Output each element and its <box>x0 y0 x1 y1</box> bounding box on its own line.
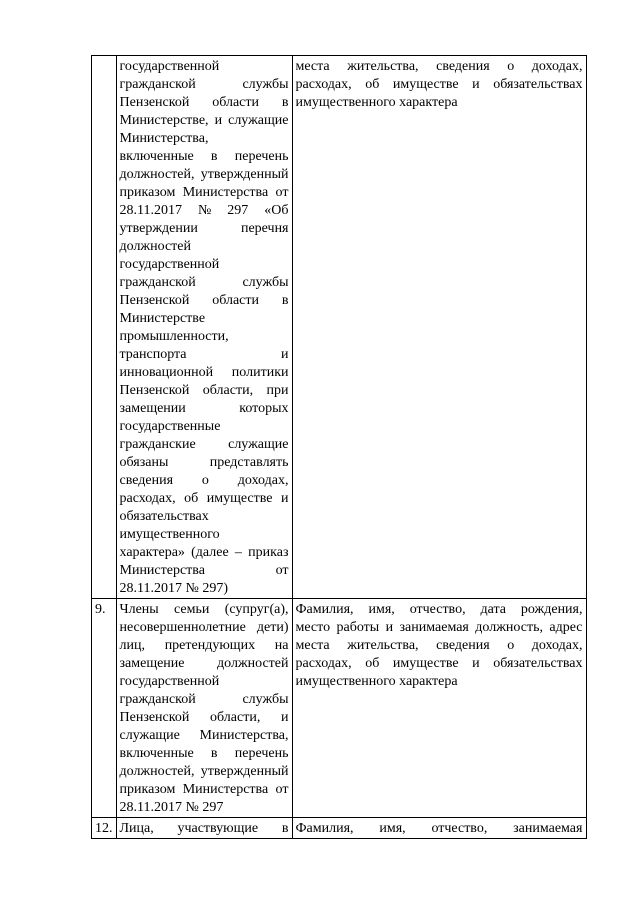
word: сведения <box>436 638 490 653</box>
word: места <box>295 638 330 653</box>
text-line <box>120 637 289 655</box>
word: об <box>365 77 380 92</box>
text-line <box>120 655 289 673</box>
word: «Об <box>264 203 289 218</box>
word: замещении <box>119 401 186 416</box>
text-line <box>120 454 289 472</box>
word: промышленности, <box>119 329 229 344</box>
word: перечня <box>240 221 289 236</box>
word: об <box>184 491 199 506</box>
word: гражданской <box>119 77 196 92</box>
text-line <box>120 580 289 598</box>
info-cell <box>292 818 586 839</box>
word: служащие <box>228 437 289 452</box>
word: и <box>214 113 223 128</box>
word: Министерства <box>119 563 205 578</box>
word: государственные <box>119 419 221 434</box>
word: 28.11.2017 № 297) <box>119 581 228 596</box>
word: доходах, <box>237 473 289 488</box>
word: должностей <box>119 239 191 254</box>
text-line <box>120 184 289 202</box>
word: утверждении <box>119 221 198 236</box>
word: замещение <box>119 656 185 671</box>
word: Министерстве <box>119 311 206 326</box>
word: расходах, <box>295 77 352 92</box>
word: о <box>507 59 515 74</box>
text-line <box>120 220 289 238</box>
text-line <box>120 763 289 781</box>
word: Пензенской <box>119 710 190 725</box>
word: Фамилия, <box>295 602 354 617</box>
word: области <box>212 95 260 110</box>
word: о <box>201 473 209 488</box>
text-line <box>296 94 583 112</box>
word: 28.11.2017 <box>119 203 182 218</box>
subject-cell <box>116 56 292 599</box>
text-line <box>120 673 289 691</box>
text-line <box>120 292 289 310</box>
word: – <box>234 545 242 560</box>
text-line <box>296 619 583 637</box>
word: (супруг(а), <box>224 602 289 617</box>
word: адрес <box>549 620 583 635</box>
word: перечень <box>234 746 289 761</box>
word: расходах, <box>119 491 176 506</box>
text-line <box>120 799 289 817</box>
word: работы <box>336 620 380 635</box>
text-line <box>120 691 289 709</box>
text-line <box>120 130 289 148</box>
word: имя, <box>379 821 406 836</box>
text-line <box>120 112 289 130</box>
word: сведения <box>436 59 490 74</box>
word: включенные <box>119 746 194 761</box>
word: сведения <box>119 473 174 488</box>
text-line <box>120 745 289 763</box>
text-line <box>120 619 289 637</box>
word: гражданской <box>119 692 196 707</box>
word: Пензенской <box>119 383 190 398</box>
word: государственной <box>119 674 220 689</box>
word: занимаемая <box>513 821 583 836</box>
word: Пензенской <box>119 293 190 308</box>
word: дата <box>480 602 506 617</box>
word: 28.11.2017 № 297 <box>119 800 224 815</box>
text-line <box>120 400 289 418</box>
word: доходах, <box>531 638 583 653</box>
text-line <box>120 202 289 220</box>
word: несовершеннолетние <box>119 620 246 635</box>
word: (далее <box>191 545 229 560</box>
word: включенные <box>119 149 194 164</box>
word: при <box>266 383 289 398</box>
word: и <box>280 710 289 725</box>
word: обязательствах <box>493 77 583 92</box>
text-line <box>120 418 289 436</box>
text-line <box>120 382 289 400</box>
text-line <box>120 526 289 544</box>
text-line <box>120 310 289 328</box>
word: расходах, <box>295 656 352 671</box>
word: Члены <box>119 602 159 617</box>
text-line <box>120 328 289 346</box>
word: и <box>281 347 289 362</box>
text-line <box>120 256 289 274</box>
text-line <box>120 58 289 76</box>
text-line <box>296 655 583 673</box>
word: жительства, <box>347 638 419 653</box>
word: инновационной <box>119 365 214 380</box>
text-line <box>120 148 289 166</box>
word: места <box>295 59 330 74</box>
word: обязаны <box>119 455 169 470</box>
text-line <box>120 781 289 799</box>
text-line <box>120 364 289 382</box>
word: Пензенской <box>119 95 190 110</box>
word: и <box>472 656 480 671</box>
subject-cell <box>116 599 292 818</box>
word: претендующих <box>164 638 256 653</box>
word: характера» <box>119 545 185 560</box>
text-line <box>120 94 289 112</box>
word: 297 <box>227 203 249 218</box>
word: на <box>274 638 289 653</box>
word: в <box>281 95 289 110</box>
text-line <box>120 508 289 526</box>
text-line <box>120 490 289 508</box>
word: отчество, <box>409 602 466 617</box>
word: служащие <box>228 113 289 128</box>
word: от <box>275 782 289 797</box>
word: в <box>210 746 218 761</box>
word: Министерства <box>182 185 269 200</box>
word: области <box>212 293 260 308</box>
word: обязательствах <box>119 509 209 524</box>
word: области, <box>202 383 254 398</box>
text-line <box>120 166 289 184</box>
word: политики <box>231 365 289 380</box>
word: службы <box>242 77 289 92</box>
word: приказ <box>248 545 289 560</box>
word: доходах, <box>531 59 583 74</box>
subject-cell <box>116 818 292 839</box>
text-line <box>120 346 289 364</box>
text-line <box>296 76 583 94</box>
word: № <box>197 203 212 218</box>
row-number: 9. <box>92 599 117 818</box>
info-cell <box>292 599 586 818</box>
word: Министерстве, <box>119 113 209 128</box>
word: рождения, <box>520 602 583 617</box>
word: Фамилия, <box>295 821 354 836</box>
word: семьи <box>174 602 210 617</box>
word: должностей, <box>119 167 195 182</box>
word: имуществе <box>392 77 459 92</box>
word: государственной <box>119 257 220 272</box>
word: Министерства, <box>199 728 289 743</box>
word: и <box>280 491 289 506</box>
word: должность, <box>475 620 543 635</box>
word: Лица, <box>119 821 154 836</box>
text-line <box>296 601 583 619</box>
document-table <box>91 55 587 839</box>
word: области, <box>210 710 261 725</box>
word: имуществе <box>392 656 459 671</box>
word: гражданские <box>119 437 196 452</box>
word: Министерства <box>182 782 269 797</box>
word: служащие <box>119 728 180 743</box>
text-line <box>120 436 289 454</box>
word: дети) <box>256 620 289 635</box>
word: Министерства, <box>119 131 209 146</box>
word: представлять <box>209 455 289 470</box>
word: которых <box>239 401 289 416</box>
text-line <box>296 673 583 691</box>
word: занимаемая <box>399 620 469 635</box>
word: перечень <box>234 149 289 164</box>
word: службы <box>242 692 289 707</box>
text-line <box>120 472 289 490</box>
text-line <box>120 544 289 562</box>
table-row <box>92 56 587 599</box>
word: имущественного <box>119 527 220 542</box>
word: должностей, <box>119 764 195 779</box>
word: утвержденный <box>200 764 289 779</box>
word: об <box>365 656 380 671</box>
text-line <box>120 820 289 838</box>
row-number <box>92 56 117 599</box>
table-row <box>92 818 587 839</box>
text-line <box>296 58 583 76</box>
word: участвующие <box>177 821 259 836</box>
word: гражданской <box>119 275 196 290</box>
word: лиц, <box>119 638 145 653</box>
word: государственной <box>119 59 220 74</box>
word: в <box>210 149 218 164</box>
text-line <box>120 562 289 580</box>
text-line <box>120 601 289 619</box>
word: транспорта <box>119 347 187 362</box>
text-line <box>120 709 289 727</box>
word: и <box>472 77 480 92</box>
word: в <box>281 293 289 308</box>
table-row <box>92 599 587 818</box>
word: должностей <box>217 656 289 671</box>
word: приказом <box>119 185 176 200</box>
word: от <box>275 185 289 200</box>
word: жительства, <box>347 59 419 74</box>
text-line <box>120 76 289 94</box>
word: в <box>281 821 289 836</box>
text-line <box>120 238 289 256</box>
text-line <box>296 820 583 838</box>
text-line <box>120 727 289 745</box>
word: обязательствах <box>493 656 583 671</box>
text-line <box>120 274 289 292</box>
word: от <box>275 563 289 578</box>
row-number: 12. <box>92 818 117 839</box>
word: и <box>385 620 394 635</box>
word: имя, <box>368 602 395 617</box>
word: имуществе <box>206 491 273 506</box>
word: приказом <box>119 782 176 797</box>
word: службы <box>242 275 289 290</box>
word: имущественного характера <box>295 674 458 689</box>
word: отчество, <box>431 821 488 836</box>
text-line <box>296 637 583 655</box>
info-cell <box>292 56 586 599</box>
word: о <box>507 638 515 653</box>
word: место <box>295 620 331 635</box>
word: утвержденный <box>200 167 289 182</box>
word: имущественного характера <box>295 95 458 110</box>
